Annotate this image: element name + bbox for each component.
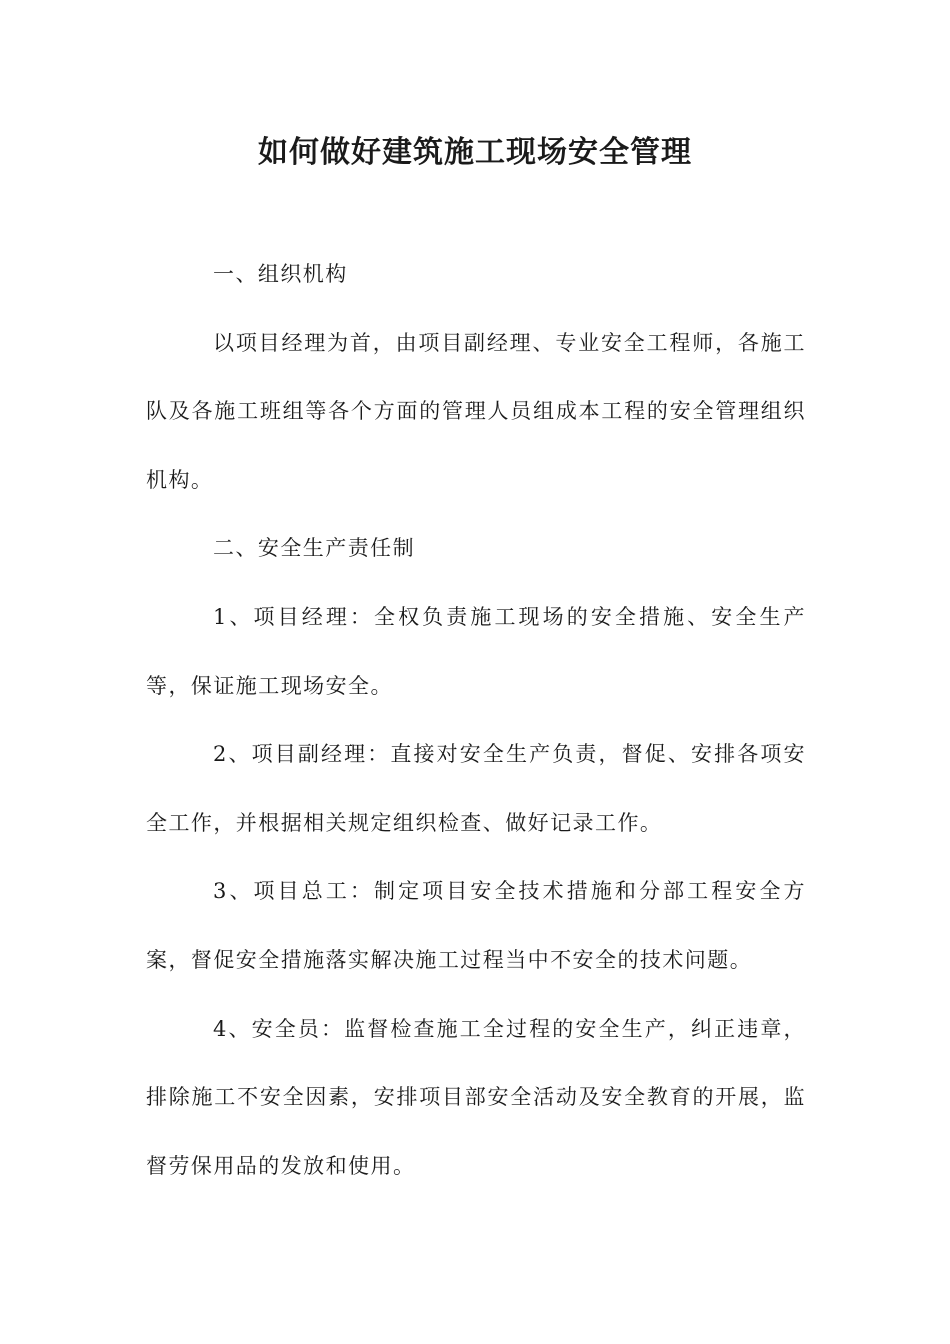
document-title: 如何做好建筑施工现场安全管理 — [258, 135, 692, 170]
paragraph-deputy-manager: 2、项目副经理：直接对安全生产负责，督促、安排各项安全工作，并根据相关规定组织检查、做好记录工作。 — [146, 742, 806, 835]
paragraph-project-manager: 1、项目经理：全权负责施工现场的安全措施、安全生产等，保证施工现场安全。 — [146, 604, 806, 698]
document-body — [146, 240, 806, 1200]
section-heading-responsibility: 二、安全生产责任制 — [213, 536, 416, 561]
paragraph-organization: 以项目经理为首，由项目副经理、专业安全工程师，各施工队及各施工班组等各个方面的管理人员组成本工程的安全管理组织机构。 — [146, 330, 806, 492]
paragraph-safety-officer: 4、安全员：监督检查施工全过程的安全生产，纠正违章，排除施工不安全因素，安排项目部安全活动及安全教育的开展，监督劳保用品的发放和使用。 — [146, 1016, 806, 1178]
paragraph-chief-engineer: 3、项目总工：制定项目安全技术措施和分部工程安全方案，督促安全措施落实解决施工过程当中不安全的技术问题。 — [146, 879, 806, 972]
section-heading-organization: 一、组织机构 — [213, 262, 348, 286]
